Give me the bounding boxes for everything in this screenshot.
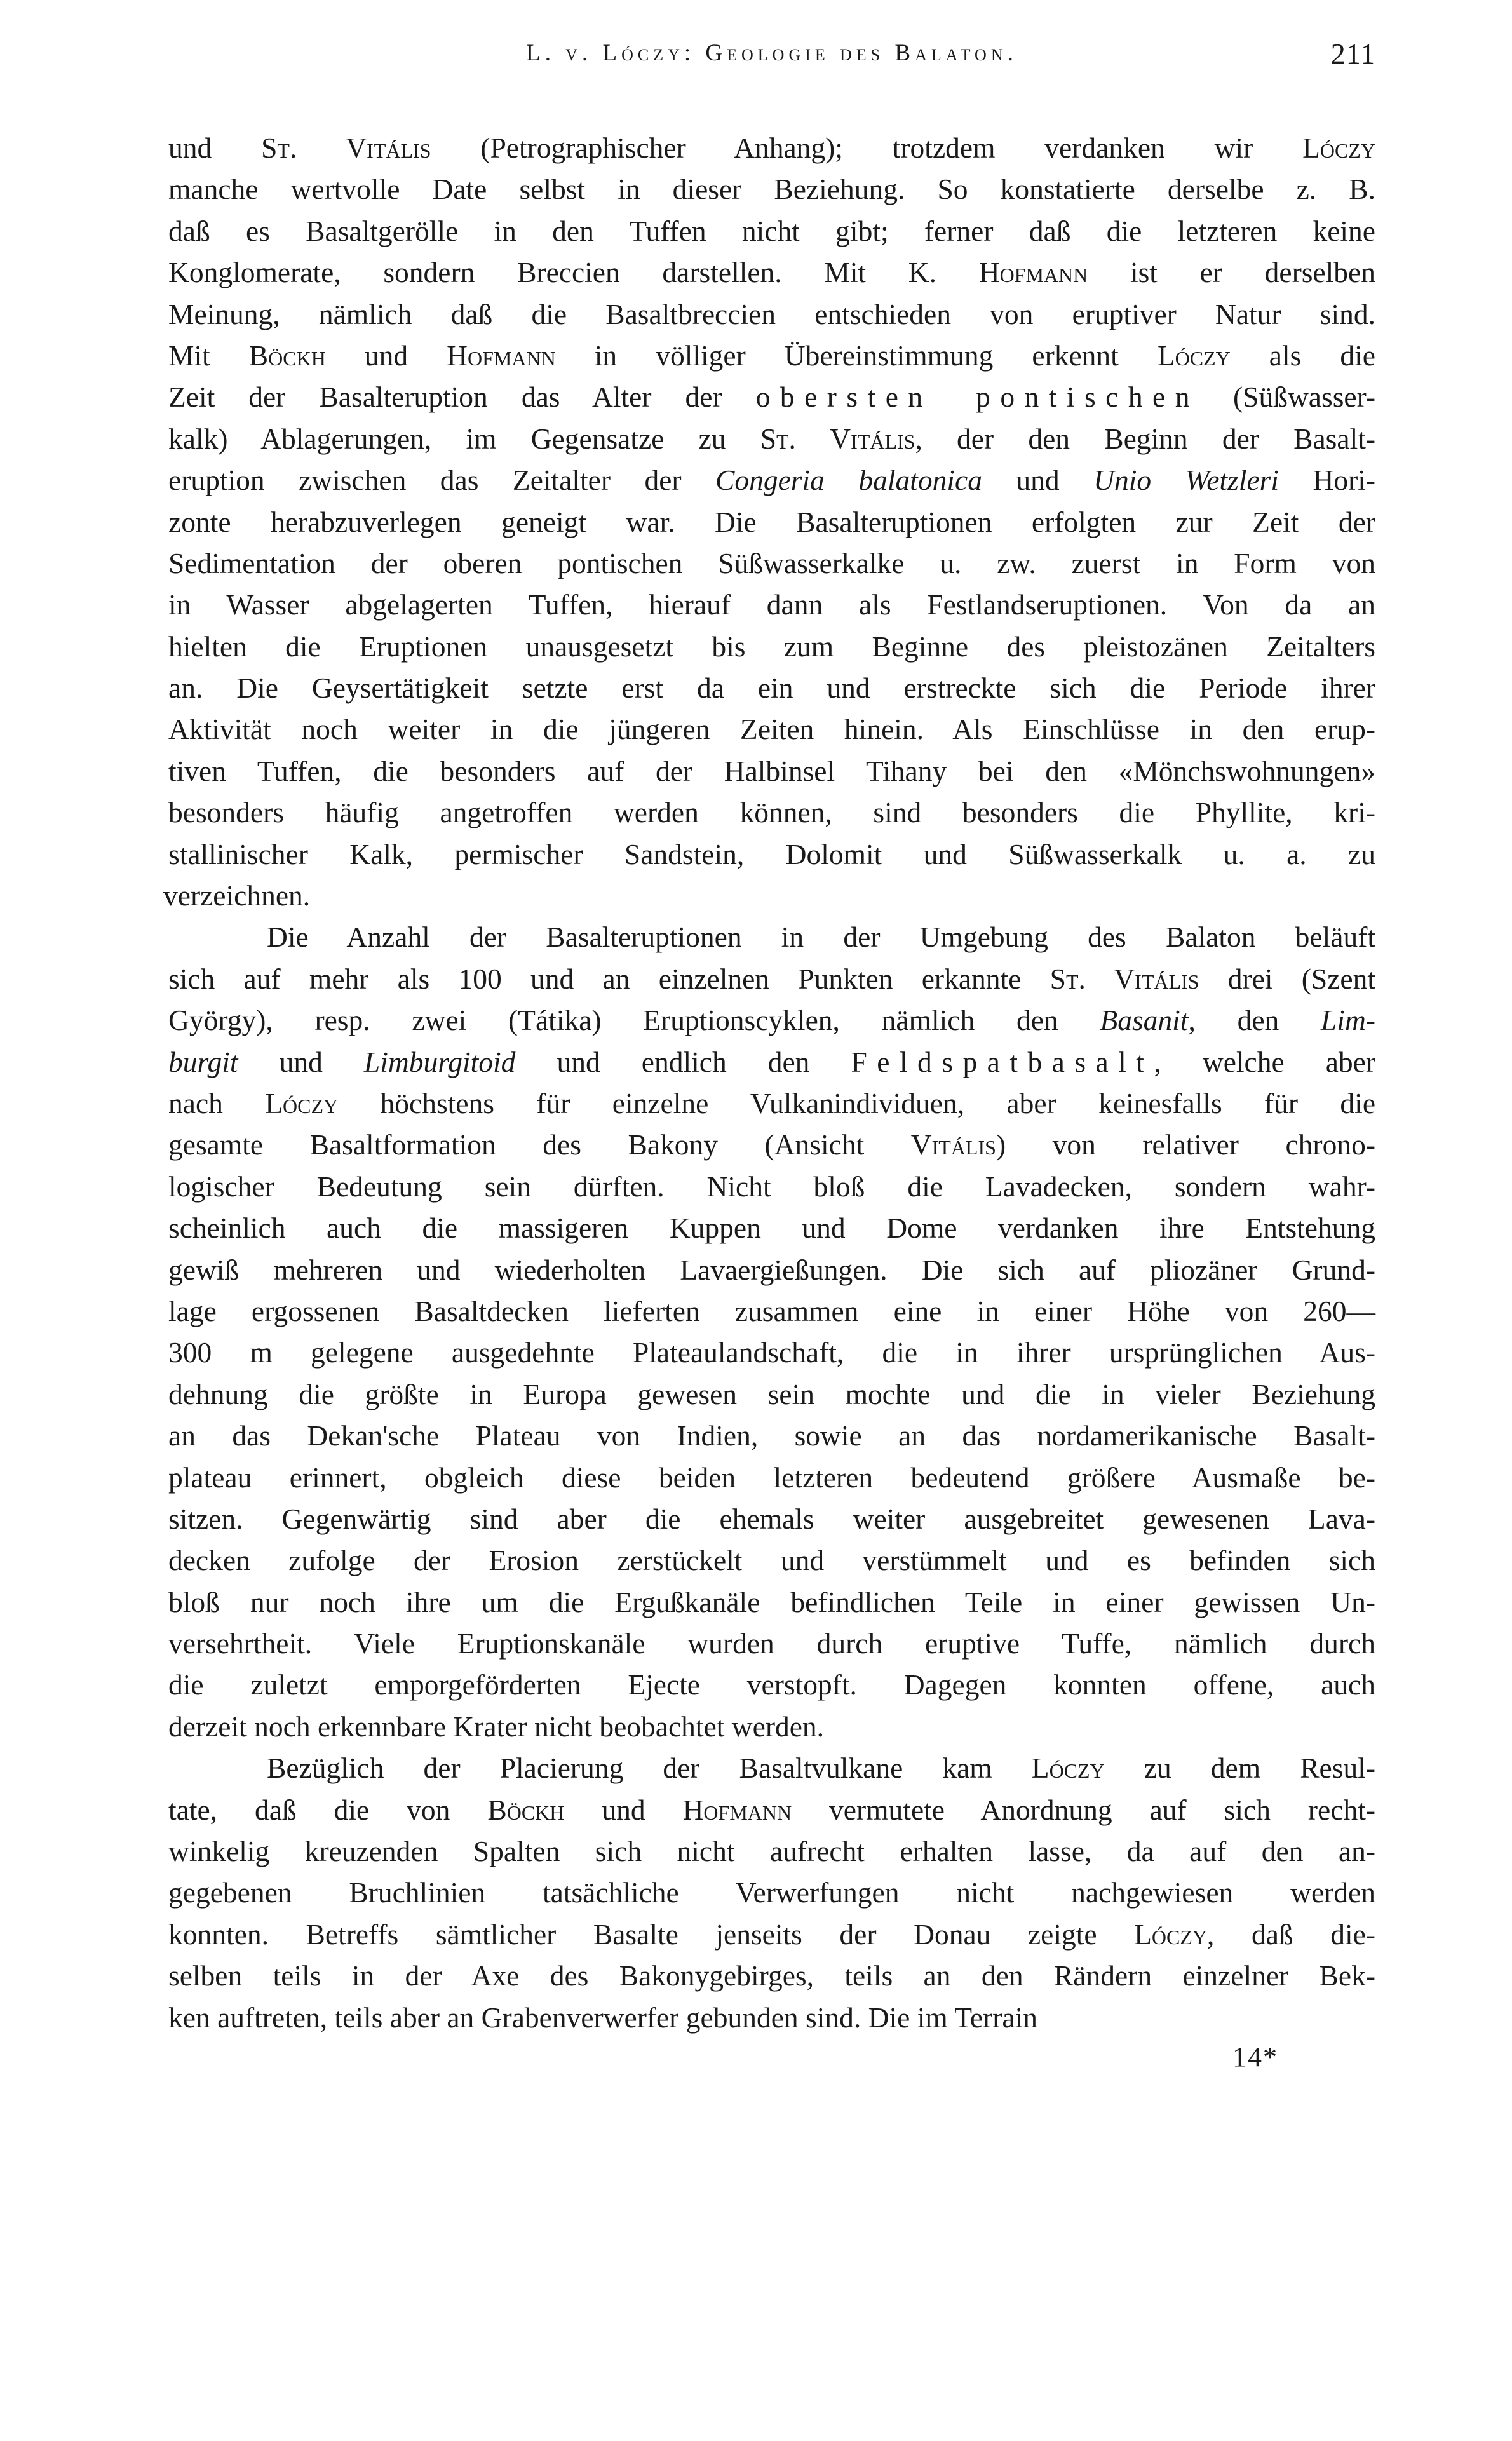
text-line (168, 418, 1375, 459)
text-run: und endlich den (515, 1045, 851, 1078)
text-run: obersten pontischen (755, 381, 1199, 414)
text-line (163, 875, 1375, 916)
page (163, 25, 1376, 2073)
text-line (168, 127, 1375, 168)
text-run: drei (Szent (1199, 962, 1376, 995)
text-line (168, 792, 1375, 833)
text-run: Sedimentation der oberen pontischen Süßwasserkalke u. zw. zuerst in Form von (168, 546, 1375, 579)
text-run: Zeit der Basalteruption das Alter der (168, 381, 756, 414)
text-line (168, 750, 1375, 792)
text-run: Unio Wetzleri (1093, 464, 1279, 497)
text-run: und (564, 1793, 683, 1826)
text-run: Lim- (1321, 1004, 1375, 1037)
text-run: , daß die- (1207, 1917, 1375, 1951)
text-run: an das Dekan'sche Plateau von Indien, sowie an das nordamerikanische Basalt- (168, 1419, 1375, 1452)
text-run: Lóczy (1157, 339, 1231, 372)
text-run: zonte herabzuverlegen geneigt war. Die Basalteruptionen erfolgten zur Zeit der (168, 505, 1375, 538)
text-line (168, 1872, 1375, 1913)
text-run: bloß nur noch ihre um die Ergußkanäle befindlichen Teile in einer gewissen Un- (168, 1585, 1375, 1618)
text-line (168, 1332, 1375, 1373)
text-run: stallinischer Kalk, permischer Sandstein, Dolomit und Süßwasserkalk u. a. zu (168, 837, 1375, 870)
text-run: Feldspatbasalt (851, 1045, 1154, 1078)
text-run: tate, daß die von (168, 1793, 488, 1826)
text-line (168, 1997, 1375, 2038)
text-run: , der den Beginn der Basalt- (915, 422, 1376, 455)
text-line (168, 1124, 1375, 1165)
text-line (168, 1830, 1375, 1872)
text-line (168, 999, 1375, 1041)
text-line (168, 1083, 1375, 1124)
text-run: derzeit noch erkennbare Krater nicht beobachtet werden. (168, 1710, 825, 1743)
text-run: hielten die Eruptionen unausgesetzt bis zum Beginne des pleistozänen Zeitalters (168, 630, 1375, 663)
text-run: und (325, 339, 447, 372)
text-run: plateau erinnert, obgleich diese beiden letzteren bedeutend größere Ausmaße be- (168, 1461, 1375, 1494)
text-run: eruption zwischen das Zeitalter der (168, 464, 715, 497)
page-number: 211 (1330, 37, 1375, 70)
text-run: Mit (168, 339, 249, 372)
running-head-title: L. v. Lóczy: Geologie des Balaton. (526, 40, 1018, 66)
text-line (168, 1207, 1375, 1248)
text-run: Böckh (487, 1793, 565, 1826)
text-run: Meinung, nämlich daß die Basaltbreccien entschieden von eruptiver Natur sind. (168, 297, 1375, 330)
text-run: (Petrographischer Anhang); trotzdem verdanken wir (431, 132, 1303, 164)
text-line (168, 501, 1375, 543)
text-run: ist er derselben (1088, 256, 1375, 289)
text-line (168, 708, 1375, 750)
body-text (163, 127, 1376, 2038)
text-run: manche wertvolle Date selbst in dieser Beziehung. So konstatierte derselbe z. B. (168, 173, 1375, 206)
text-run: St. Vitális (261, 132, 431, 164)
text-run: logischer Bedeutung sein dürften. Nicht bloß die Lavadecken, sondern wahr- (168, 1170, 1375, 1203)
text-line (168, 543, 1375, 584)
text-run: decken zufolge der Erosion zerstückelt und verstümmelt und es befinden sich (168, 1544, 1375, 1577)
text-line (168, 1706, 1375, 1747)
text-run: Die Anzahl der Basalteruptionen in der Umgebung des Balaton beläuft (267, 921, 1375, 954)
text-run: und (168, 132, 262, 164)
text-run: gegebenen Bruchlinien tatsächliche Verwerfungen nicht nachgewiesen werden (168, 1876, 1375, 1909)
text-line (168, 210, 1375, 252)
text-run: St. Vitális (760, 422, 915, 455)
text-run: dehnung die größte in Europa gewesen sein mochte und die in vieler Beziehung (168, 1377, 1375, 1410)
text-line (168, 1166, 1375, 1207)
text-line (168, 1041, 1375, 1083)
text-run: Böckh (248, 339, 326, 372)
signature-mark: 14* (1232, 2041, 1278, 2072)
text-line (168, 834, 1375, 875)
text-run: Hofmann (978, 256, 1088, 289)
text-line (168, 667, 1375, 708)
text-run: 300 m gelegene ausgedehnte Plateaulandschaft, die in ihrer ursprünglichen Aus- (168, 1336, 1375, 1369)
text-run: Vitális (910, 1128, 996, 1161)
text-run: und (982, 464, 1094, 497)
text-run: Lóczy (1031, 1752, 1105, 1785)
text-run: vermutete Anordnung auf sich recht- (792, 1793, 1375, 1826)
text-run: gewiß mehreren und wiederholten Lavaergießungen. Die sich auf pliozäner Grund- (168, 1253, 1375, 1286)
text-run: György), resp. zwei (Tátika) Eruptionscyklen, nämlich den (168, 1004, 1100, 1037)
text-run: zu dem Resul- (1104, 1752, 1375, 1785)
text-run: Hofmann (682, 1793, 792, 1826)
text-line (168, 1457, 1375, 1498)
text-run: Hori- (1279, 464, 1376, 497)
text-line (168, 1415, 1375, 1456)
text-run: und (238, 1045, 364, 1078)
text-run: selben teils in der Axe des Bakonygebirges, teils an den Rändern einzelner Bek- (168, 1959, 1375, 1992)
text-run: scheinlich auch die massigeren Kuppen und Dome verdanken ihre Entstehung (168, 1212, 1375, 1245)
text-line (168, 958, 1375, 999)
text-run: verzeichnen. (163, 879, 311, 912)
text-run: burgit (168, 1045, 238, 1078)
text-run: konnten. Betreffs sämtlicher Basalte jenseits der Donau zeigte (168, 1917, 1135, 1951)
text-run: Konglomerate, sondern Breccien darstellen. Mit K. (168, 256, 979, 289)
text-run: in Wasser abgelagerten Tuffen, hierauf dann als Festlandseruptionen. Von da an (168, 588, 1375, 621)
text-line (168, 1374, 1375, 1415)
text-run: Hofmann (447, 339, 556, 372)
text-run: Aktivität noch weiter in die jüngeren Zeiten hinein. Als Einschlüsse in den erup- (168, 713, 1375, 746)
text-run: nach (168, 1086, 266, 1119)
text-run: Lóczy (1302, 132, 1376, 164)
text-line (168, 459, 1375, 501)
text-line (168, 1623, 1375, 1664)
text-line (168, 1914, 1375, 1955)
text-run: lage ergossenen Basaltdecken lieferten zusammen eine in einer Höhe von 260— (168, 1294, 1375, 1327)
text-line (168, 1581, 1375, 1623)
text-line (168, 1747, 1375, 1788)
text-run: versehrtheit. Viele Eruptionskanäle wurden durch eruptive Tuffe, nämlich durch (168, 1627, 1375, 1660)
text-run: die zuletzt emporgeförderten Ejecte verstopft. Dagegen konnten offene, auch (168, 1668, 1375, 1701)
text-line (168, 1664, 1375, 1705)
text-run: in völliger Übereinstimmung erkennt (555, 339, 1158, 372)
text-line (168, 252, 1375, 293)
text-run: , den (1188, 1004, 1321, 1037)
text-line (168, 1498, 1375, 1539)
text-run: gesamte Basaltformation des Bakony (Ansicht (168, 1128, 911, 1161)
text-run: (Süßwasser- (1199, 381, 1376, 414)
text-run: Lóczy (1134, 1917, 1208, 1951)
text-run: kalk) Ablagerungen, im Gegensatze zu (168, 422, 760, 455)
text-run: sich auf mehr als 100 und an einzelnen Punkten erkannte (168, 962, 1050, 995)
text-run: besonders häufig angetroffen werden können, sind besonders die Phyllite, kri- (168, 796, 1375, 829)
text-line (168, 1539, 1375, 1581)
text-run: an. Die Geysertätigkeit setzte erst da ein und erstreckte sich die Periode ihrer (168, 672, 1375, 705)
text-run: tiven Tuffen, die besonders auf der Halbinsel Tihany bei den «Mönchswohnungen» (168, 754, 1375, 787)
text-run: , welche aber (1154, 1045, 1376, 1078)
text-run: ken auftreten, teils aber an Grabenverwerfer gebunden sind. Die im Terrain (168, 2001, 1037, 2034)
text-line (168, 1789, 1375, 1830)
text-line (168, 376, 1375, 417)
text-line (168, 1249, 1375, 1290)
text-run: höchstens für einzelne Vulkanindividuen, aber keinesfalls für die (338, 1086, 1376, 1119)
text-run: winkelig kreuzenden Spalten sich nicht aufrecht erhalten lasse, da auf den an- (168, 1835, 1375, 1868)
text-run: Basanit (1100, 1004, 1189, 1037)
text-run: daß es Basaltgerölle in den Tuffen nicht gibt; ferner daß die letzteren keine (168, 214, 1375, 247)
text-line (168, 335, 1375, 376)
text-run: als die (1230, 339, 1375, 372)
text-line (168, 626, 1375, 667)
text-run: Lóczy (265, 1086, 339, 1119)
text-line (168, 1290, 1375, 1332)
text-line (168, 584, 1375, 625)
text-run: ) von relativer chrono- (996, 1128, 1375, 1161)
text-line (168, 916, 1375, 957)
text-run: Congeria balatonica (715, 464, 982, 497)
text-run: Bezüglich der Placierung der Basaltvulkane kam (267, 1752, 1032, 1785)
running-head (168, 25, 1375, 83)
text-line (168, 294, 1375, 335)
text-run: sitzen. Gegenwärtig sind aber die ehemals weiter ausgebreitet gewesenen Lava- (168, 1502, 1375, 1535)
text-line (168, 168, 1375, 210)
text-run: Limburgitoid (363, 1045, 516, 1078)
text-line (168, 1955, 1375, 1996)
text-run: St. Vitális (1050, 962, 1199, 995)
